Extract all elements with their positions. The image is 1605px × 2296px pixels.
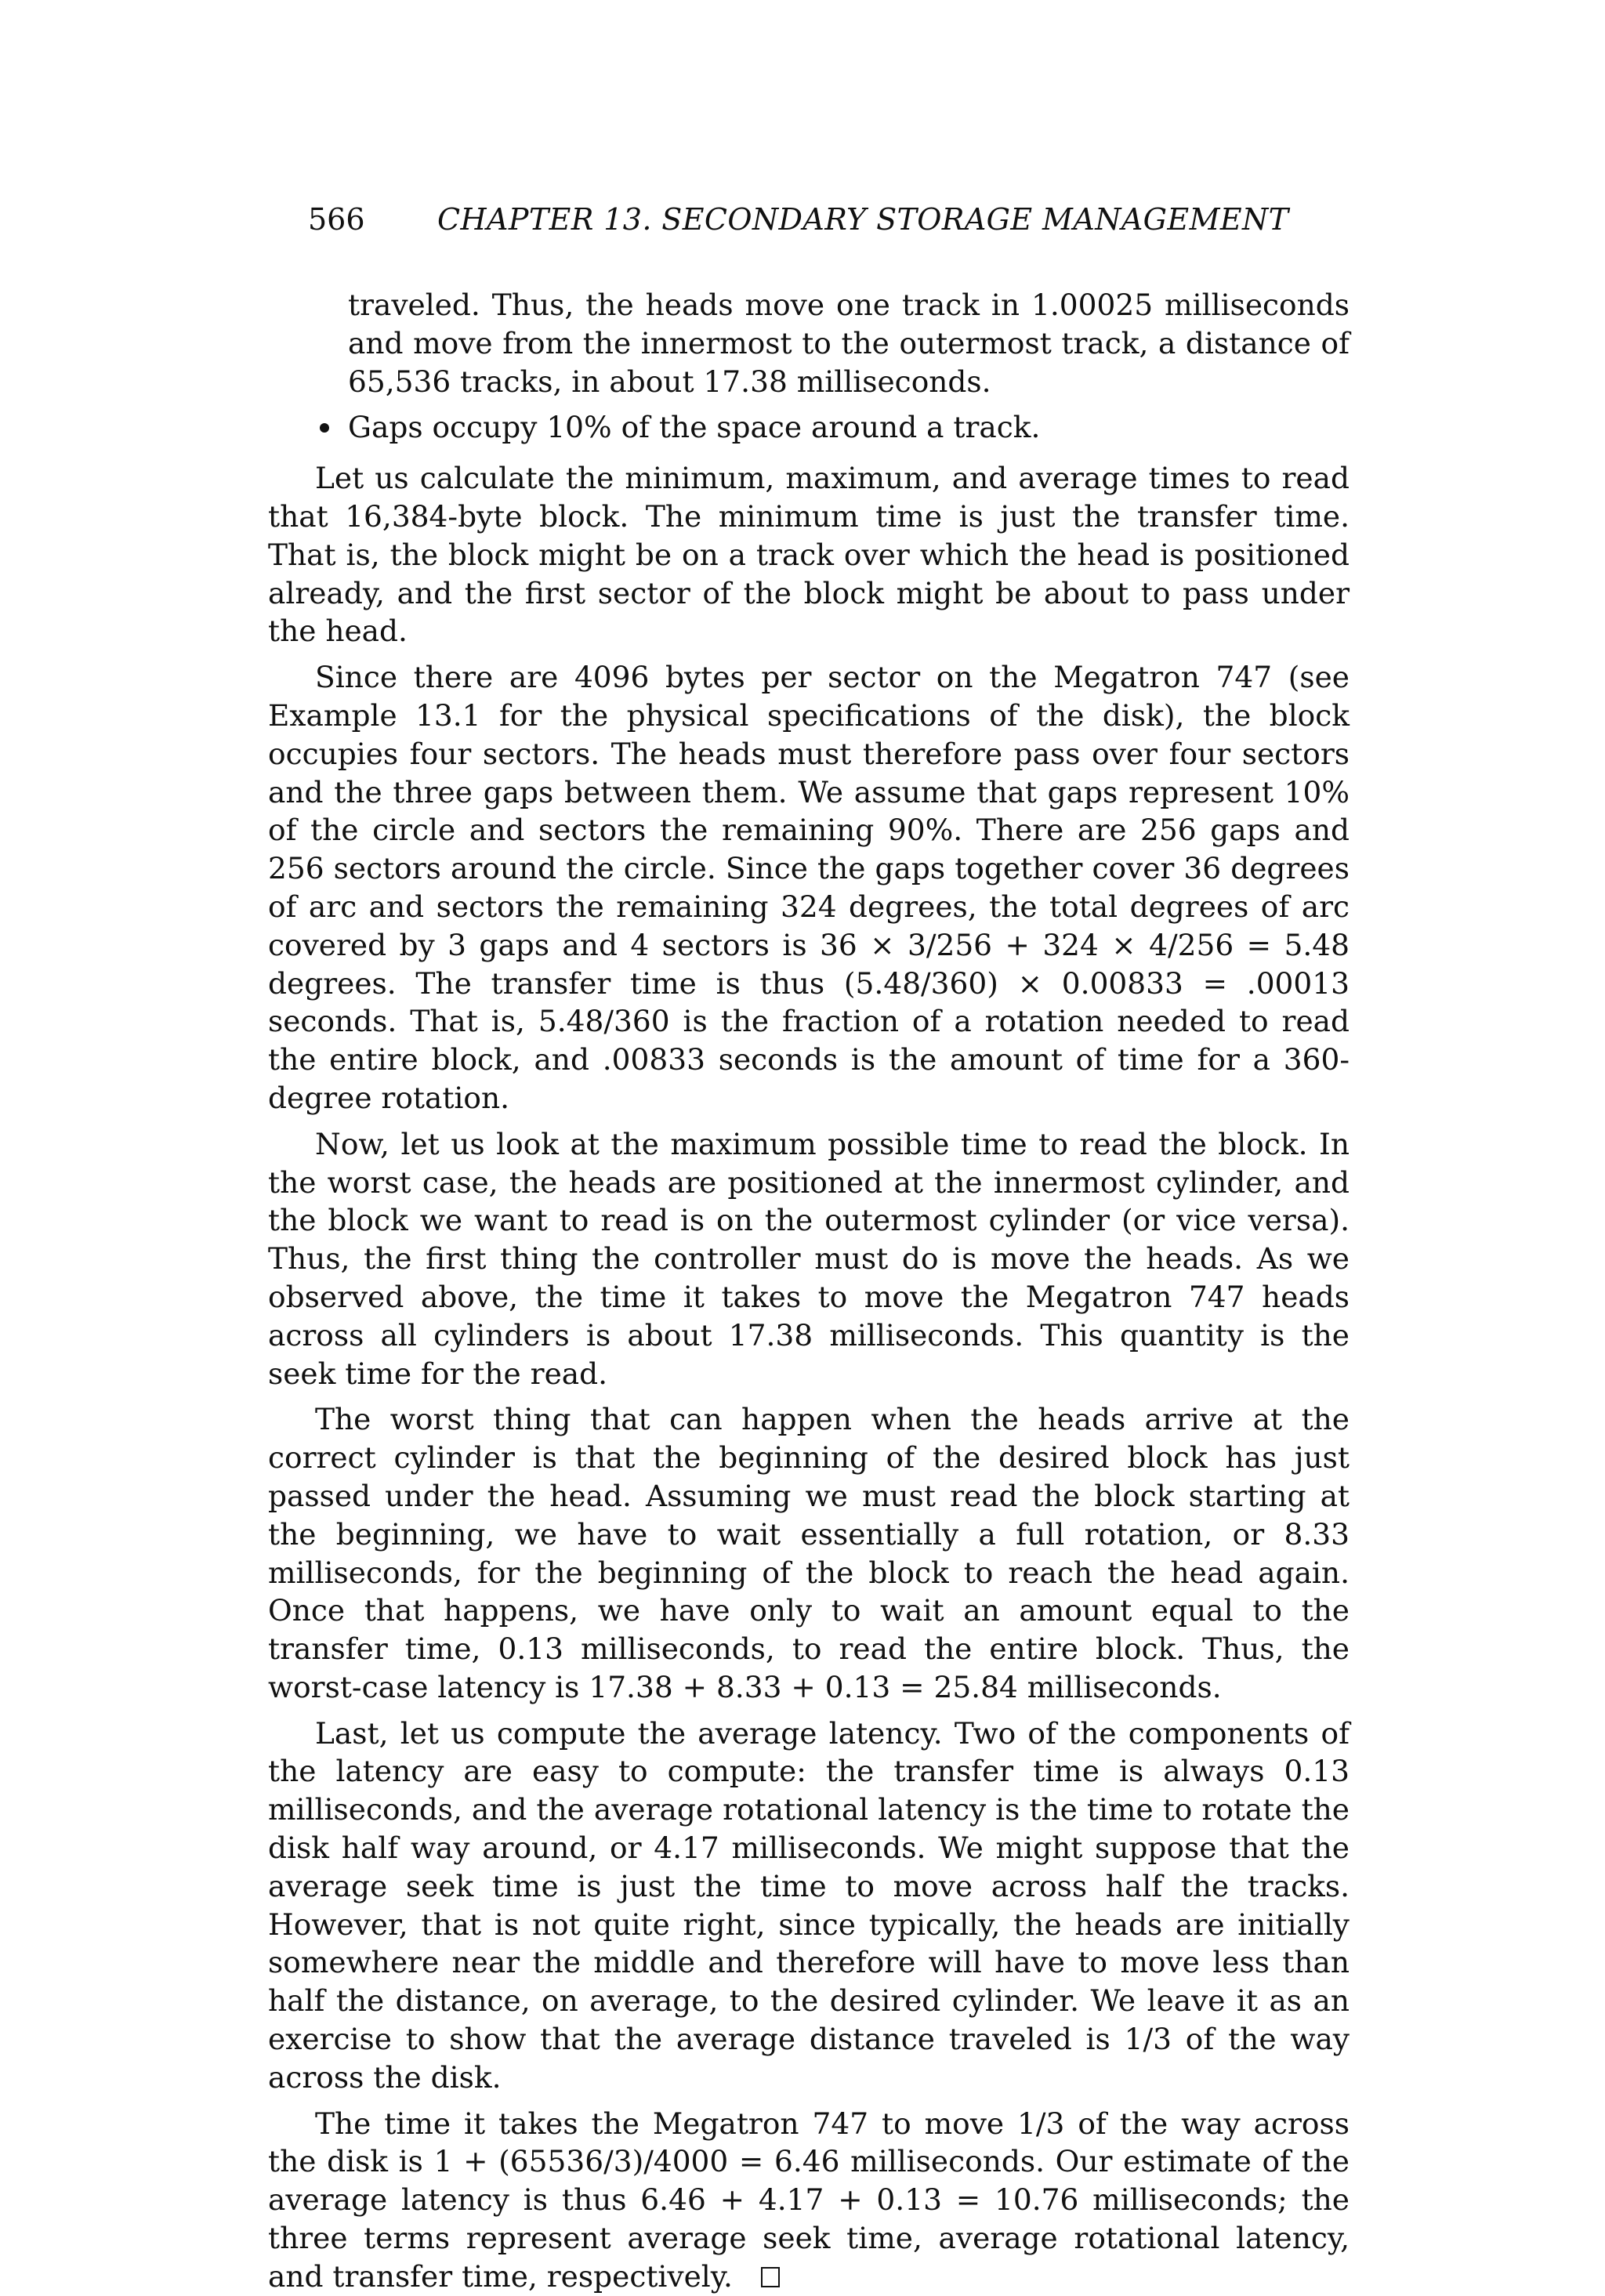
bullet-text: Gaps occupy 10% of the space around a track. bbox=[348, 410, 1041, 445]
page-header bbox=[308, 197, 1350, 241]
bullet-item bbox=[348, 408, 1350, 447]
continuation-paragraph: traveled. Thus, the heads move one track in 1.00025 milliseconds and move from the innermost to the outermost track, a distance of 65,536 tracks, in about 17.38 milliseconds. bbox=[348, 288, 1350, 399]
paragraph-maximum-time: Now, let us look at the maximum possible time to read the block. In the worst case, the heads are positioned at the innermost cylinder, and the block we want to read is on the outermost cylinder (or vice versa). Thus, the first thing the controller must do is move the heads. As we observed above, the time it takes to move the Megatron 747 heads across all cylinders is about 17.38 milliseconds. This quantity is the seek time for the read. bbox=[268, 1126, 1350, 1391]
page-number: 566 bbox=[308, 202, 365, 237]
bullet-icon bbox=[320, 423, 329, 433]
paragraph-worst-case: The worst thing that can happen when the heads arrive at the correct cylinder is that the beginning of the desired block has just passed under the head. Assuming we must read the block starting at the beginning, we have to wait essentially a full rotation, or 8.33 milliseconds, for the beginning of the block to reach the head again. Once that happens, we have only to wait an amount equal to the transfer time, 0.13 milliseconds, to read the entire block. Thus, the worst-case latency is 17.38 + 8.33 + 0.13 = 25.84 milliseconds. bbox=[268, 1402, 1350, 1704]
paragraph-average-estimate bbox=[268, 2105, 1350, 2296]
running-head: CHAPTER 13. SECONDARY STORAGE MANAGEMENT bbox=[437, 202, 1289, 237]
paragraph-average-estimate-text: The time it takes the Megatron 747 to move 1/3 of the way across the disk is 1 + (65536/3)/4000 = 6.46 milliseconds. Our estimate of the average latency is thus 6.46 + 4.17 + 0.13 = 10.76 milliseconds; the three terms represent average seek time, average rotational latency, and transfer time, respectively. bbox=[268, 2106, 1350, 2294]
paragraph-transfer-time: Since there are 4096 bytes per sector on the Megatron 747 (see Example 13.1 for the physical specifications of the disk), the block occupies four sectors. The heads must therefore pass over four sectors and the three gaps between them. We assume that gaps represent 10% of the circle and sectors the remaining 90%. There are 256 gaps and 256 sectors around the circle. Since the gaps together cover 36 degrees of arc and sectors the remaining 324 degrees, the total degrees of arc covered by 3 gaps and 4 sectors is 36 × 3/256 + 324 × 4/256 = 5.48 degrees. The transfer time is thus (5.48/360) × 0.00833 = .00013 seconds. That is, 5.48/360 is the fraction of a rotation needed to read the entire block, and .00833 seconds is the amount of time for a 360-degree rotation. bbox=[268, 660, 1350, 1115]
paragraph-average-latency: Last, let us compute the average latency. Two of the components of the latency are easy to compute: the transfer time is always 0.13 milliseconds, and the average rotational latency is the time to rotate the disk half way around, or 4.17 milliseconds. We might suppose that the average seek time is just the time to move across half the tracks. However, that is not quite right, since typically, the heads are initially somewhere near the middle and therefore will have to move less than half the distance, on average, to the desired cylinder. We leave it as an exercise to show that the average distance traveled is 1/3 of the way across the disk. bbox=[268, 1715, 1350, 2095]
page-body bbox=[268, 286, 1350, 2296]
end-of-example-icon bbox=[761, 2267, 780, 2287]
paragraph-minimum-time: Let us calculate the minimum, maximum, and average times to read that 16,384-byte block. The minimum time is just the transfer time. That is, the block might be on a track over which the head is positioned already, and the first sector of the block might be about to pass under the head. bbox=[268, 461, 1350, 649]
